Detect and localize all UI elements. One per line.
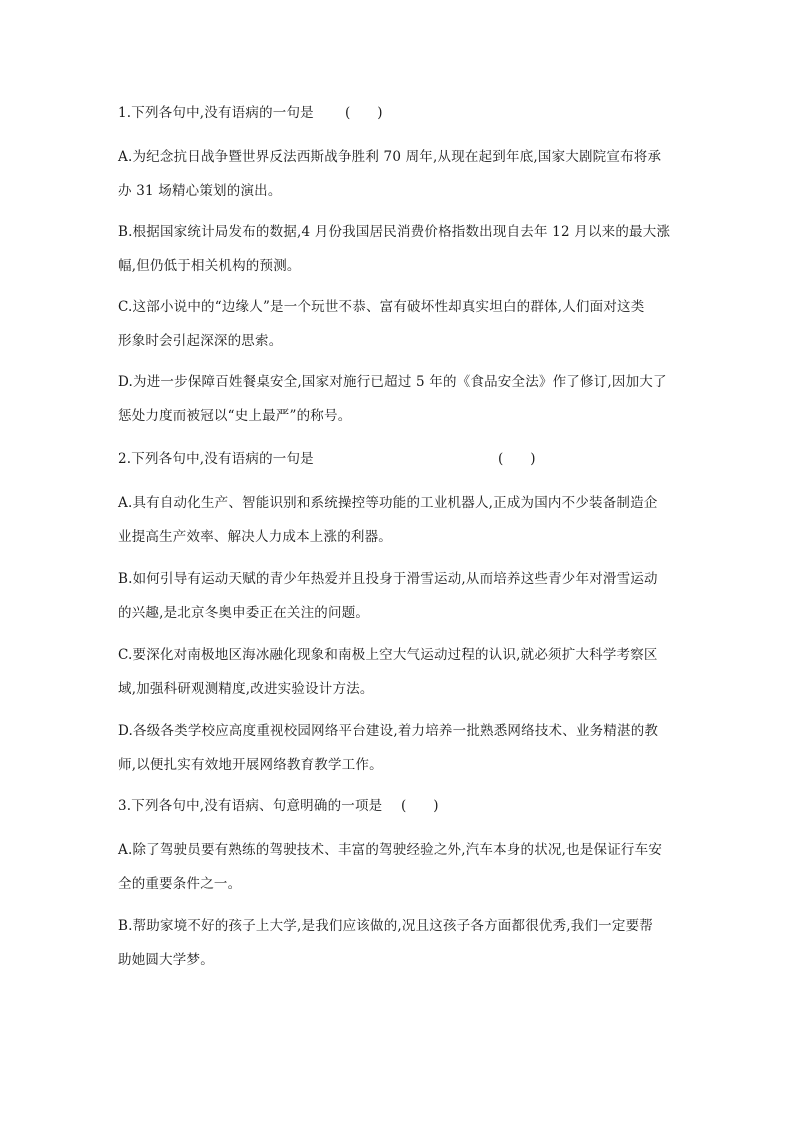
question-2-option-d-line-1: D.各级各类学校应高度重视校园网络平台建设,着力培养一批熟悉网络技术、业务精湛的教: [118, 723, 659, 739]
question-1-option-c-line-1: C.这部小说中的“边缘人”是一个玩世不恭、富有破坏性却真实坦白的群体,人们面对这类: [118, 299, 645, 315]
question-2-option-a-line-1: A.具有自动化生产、智能识别和系统操控等功能的工业机器人,正成为国内不少装备制造企: [118, 495, 658, 511]
question-3-stem: 3.下列各句中,没有语病、句意明确的一项是: [118, 798, 383, 814]
question-2-option-c-line-2: 域,加强科研观测精度,改进实验设计方法。: [118, 681, 374, 697]
question-3-option-b-line-1: B.帮助家境不好的孩子上大学,是我们应该做的,况且这孩子各方面都很优秀,我们一定要帮: [118, 918, 653, 934]
question-3-option-a-line-1: A.除了驾驶员要有熟练的驾驶技术、丰富的驾驶经验之外,汽车本身的状况,也是保证行车安: [118, 842, 663, 858]
question-2-option-c-line-1: C.要深化对南极地区海冰融化现象和南极上空大气运动过程的认识,就必须扩大科学考察区: [118, 647, 658, 663]
question-2-option-b-line-1: B.如何引导有运动天赋的青少年热爱并且投身于滑雪运动,从而培养这些青少年对滑雪运动: [118, 571, 658, 587]
question-1-option-d-line-2: 惩处力度而被冠以“史上最严”的称号。: [118, 408, 352, 424]
question-1-option-b-line-1: B.根据国家统计局发布的数据,4 月份我国居民消费价格指数出现自去年 12 月以来的最大涨: [118, 224, 671, 240]
question-1-answer-paren: ( ): [345, 105, 383, 121]
question-3-answer-paren: ( ): [401, 798, 439, 814]
question-2-stem: 2.下列各句中,没有语病的一句是: [118, 451, 314, 467]
question-1-stem: 1.下列各句中,没有语病的一句是: [118, 105, 314, 121]
question-2-answer-paren: ( ): [498, 451, 536, 467]
question-2-option-d-line-2: 师,以便扎实有效地开展网络教育教学工作。: [118, 757, 383, 773]
question-2-option-b-line-2: 的兴趣,是北京冬奥申委正在关注的问题。: [118, 605, 370, 621]
question-1-option-c-line-2: 形象时会引起深深的思索。: [118, 333, 283, 349]
question-1-option-b-line-2: 幅,但仍低于相关机构的预测。: [118, 258, 301, 274]
question-3-option-a-line-2: 全的重要条件之一。: [118, 876, 242, 892]
question-1-option-a-line-1: A.为纪念抗日战争暨世界反法西斯战争胜利 70 周年,从现在起到年底,国家大剧院宣布将承: [118, 149, 662, 165]
question-3-option-b-line-2: 助她圆大学梦。: [118, 952, 214, 968]
question-2-option-a-line-2: 业提高生产效率、解决人力成本上涨的利器。: [118, 529, 392, 545]
question-1-option-d-line-1: D.为进一步保障百姓餐桌安全,国家对施行已超过 5 年的《食品安全法》作了修订,因加大了: [118, 374, 667, 390]
question-1-option-a-line-2: 办 31 场精心策划的演出。: [118, 183, 282, 199]
